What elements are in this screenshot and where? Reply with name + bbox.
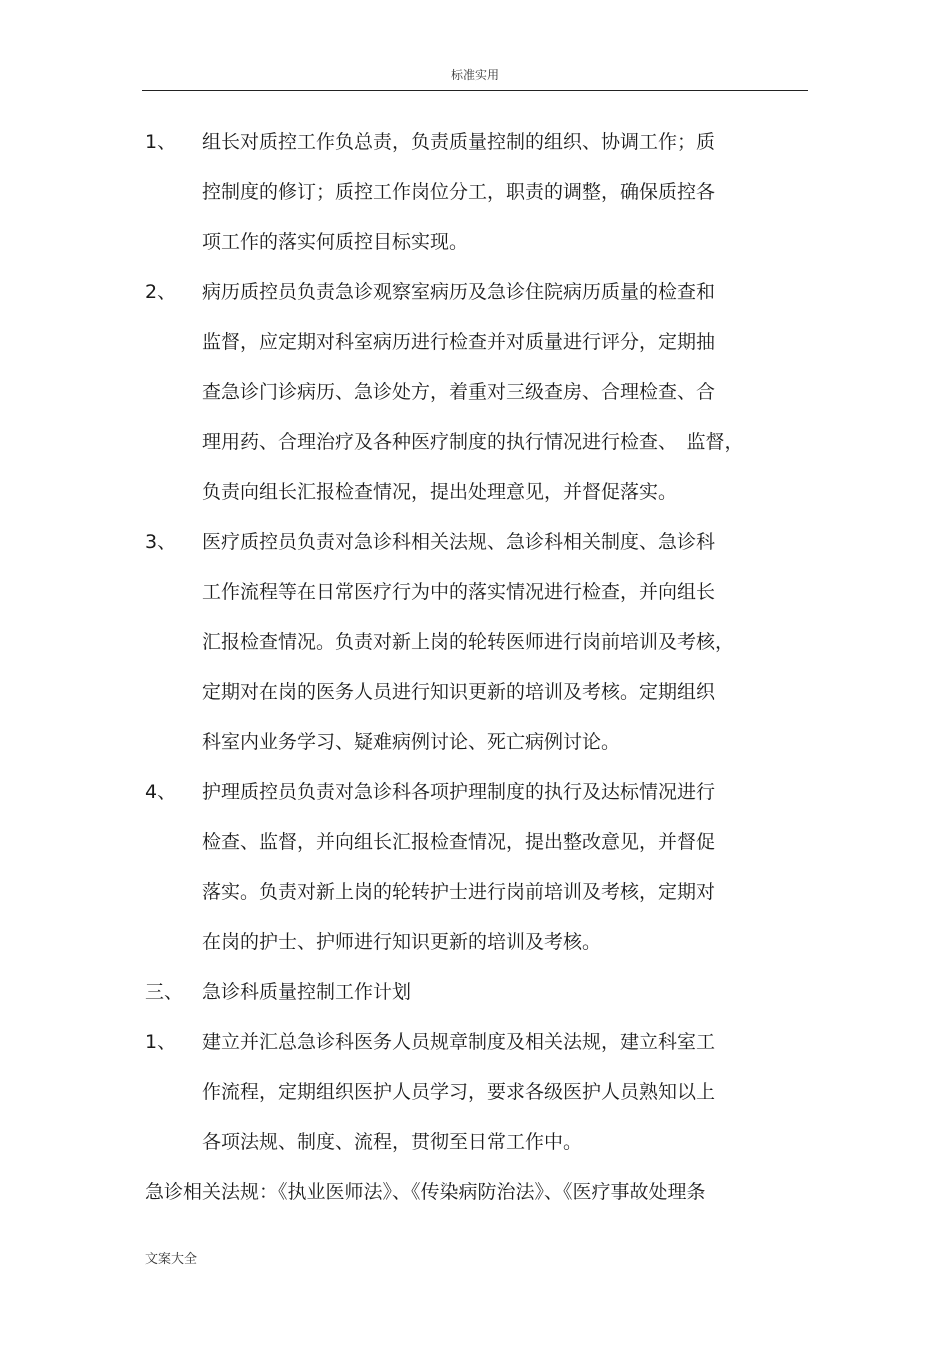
item-text-line: 汇报检查情况。负责对新上岗的轮转医师进行岗前培训及考核， [202,631,735,653]
item-text-line: 在岗的护士、护师进行知识更新的培训及考核。 [202,931,602,953]
item-text-line: 理用药、合理治疗及各种医疗制度的执行情况进行检查、 监督， [202,431,744,453]
item-text-line: 定期对在岗的医务人员进行知识更新的培训及考核。定期组织 [202,681,716,703]
item-text-line: 组长对质控工作负总责，负责质量控制的组织、协调工作；质 [202,131,716,153]
regulations-line: 急诊相关法规：《执业医师法》、《传染病防治法》、《医疗事故处理条 [145,1181,706,1203]
item-number: 1、 [145,131,177,153]
item-text-line: 监督，应定期对科室病历进行检查并对质量进行评分，定期抽 [202,331,716,353]
item-text-line: 科室内业务学习、疑难病例讨论、死亡病例讨论。 [202,731,621,753]
item-number: 三、 [145,981,184,1003]
item-text-line: 查急诊门诊病历、急诊处方，着重对三级查房、合理检查、合 [202,381,716,403]
item-text-line: 建立并汇总急诊科医务人员规章制度及相关法规，建立科室工 [202,1031,716,1053]
item-text-line: 作流程，定期组织医护人员学习，要求各级医护人员熟知以上 [202,1081,716,1103]
item-number: 3、 [145,531,177,553]
item-text-line: 护理质控员负责对急诊科各项护理制度的执行及达标情况进行 [202,781,716,803]
item-text-line: 项工作的落实何质控目标实现。 [202,231,469,253]
item-text-line: 控制度的修订；质控工作岗位分工，职责的调整，确保质控各 [202,181,716,203]
page-footer: 文案大全 [145,1252,198,1267]
item-text-line: 病历质控员负责急诊观察室病历及急诊住院病历质量的检查和 [202,281,716,303]
item-text-line: 检查、监督，并向组长汇报检查情况，提出整改意见，并督促 [202,831,716,853]
item-text-line: 工作流程等在日常医疗行为中的落实情况进行检查，并向组长 [202,581,716,603]
item-text-line: 落实。负责对新上岗的轮转护士进行岗前培训及考核，定期对 [202,881,716,903]
item-number: 2、 [145,281,177,303]
item-number: 4、 [145,781,177,803]
item-text-line: 医疗质控员负责对急诊科相关法规、急诊科相关制度、急诊科 [202,531,716,553]
header-title: 标准实用 [450,68,499,82]
item-text-line: 急诊科质量控制工作计划 [202,981,412,1003]
header-divider [142,90,808,91]
item-number: 1、 [145,1031,177,1053]
item-text-line: 各项法规、制度、流程，贯彻至日常工作中。 [202,1131,583,1153]
item-text-line: 负责向组长汇报检查情况，提出处理意见，并督促落实。 [202,481,678,503]
